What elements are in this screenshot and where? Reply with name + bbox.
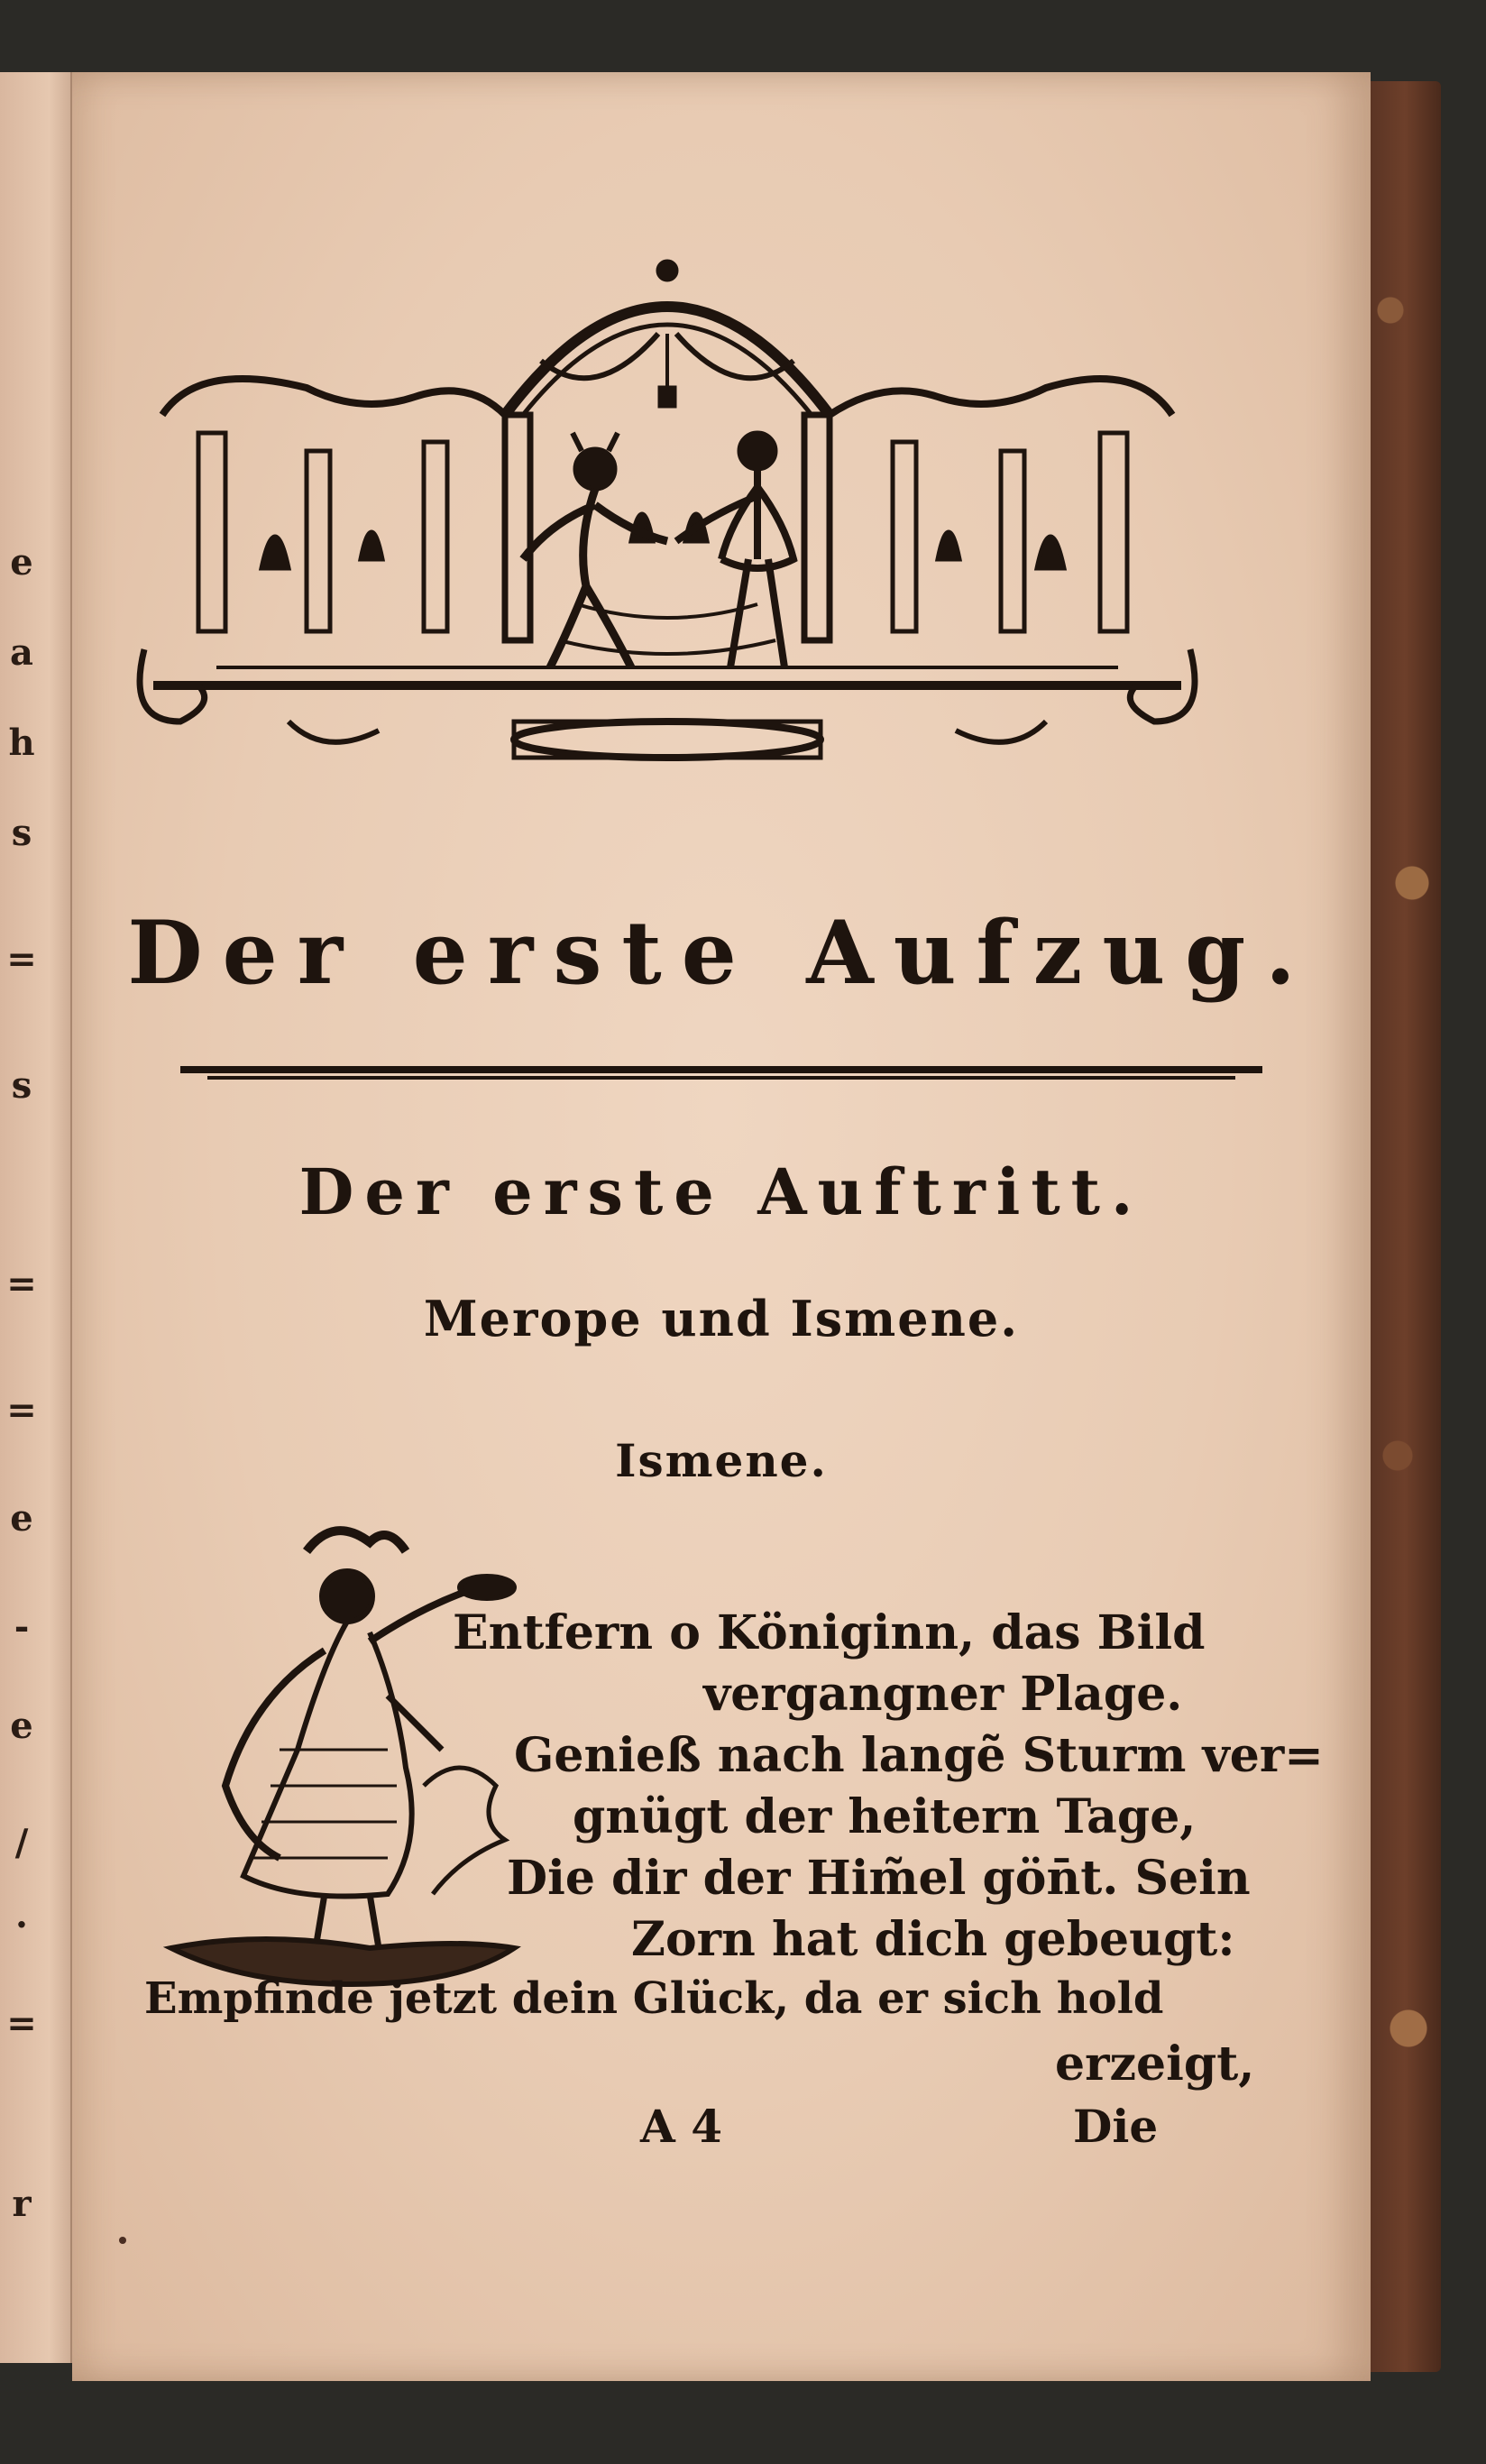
theatre-stage-woodcut-icon bbox=[126, 180, 1208, 812]
verse-line: Entfern o Königinn, das Bild bbox=[453, 1605, 1206, 1660]
verse-line: erzeigt, bbox=[1055, 2036, 1255, 2092]
verse-line: gnügt der heitern Tage, bbox=[573, 1789, 1197, 1844]
double-rule-divider bbox=[180, 1064, 1262, 1082]
margin-char: - bbox=[14, 1605, 30, 1648]
margin-char: e bbox=[10, 1705, 33, 1747]
speaker-name: Ismene. bbox=[615, 1434, 828, 1487]
scene-title: Der erste Auftritt. bbox=[298, 1154, 1144, 1229]
margin-char: r bbox=[12, 2183, 32, 2225]
act-title: Der erste Aufzug. bbox=[127, 902, 1316, 1004]
margin-char: = bbox=[6, 2002, 37, 2045]
book-binding-edge bbox=[1369, 81, 1441, 2372]
margin-char: = bbox=[6, 1389, 37, 1431]
margin-char: s bbox=[11, 1064, 32, 1107]
margin-char: = bbox=[6, 938, 37, 980]
margin-char: e bbox=[10, 541, 33, 584]
ink-spot bbox=[119, 2237, 126, 2244]
margin-char: e bbox=[10, 1497, 33, 1540]
margin-char: . bbox=[15, 1894, 28, 1936]
margin-char: = bbox=[6, 1263, 37, 1305]
catchword: Die bbox=[1073, 2100, 1159, 2153]
margin-char: s bbox=[11, 812, 32, 854]
margin-char: h bbox=[8, 722, 35, 764]
verse-line: Zorn hat dich gebeugt: bbox=[631, 1912, 1235, 1967]
characters-line: Merope und Ismene. bbox=[423, 1290, 1020, 1347]
signature-mark: A 4 bbox=[640, 2100, 722, 2153]
margin-char: a bbox=[10, 631, 33, 674]
verse-line: vergangner Plage. bbox=[703, 1667, 1183, 1722]
book-page bbox=[72, 72, 1371, 2381]
margin-char: / bbox=[14, 1822, 29, 1864]
left-page-edge bbox=[0, 72, 72, 2363]
verse-line: Empfinde jetzt dein Glück, da er sich hold bbox=[144, 1973, 1164, 2024]
verse-line: Die dir der Him̃el gön̄t. Sein bbox=[507, 1851, 1251, 1906]
verse-line: Genieß nach langẽ Sturm ver= bbox=[514, 1728, 1324, 1783]
